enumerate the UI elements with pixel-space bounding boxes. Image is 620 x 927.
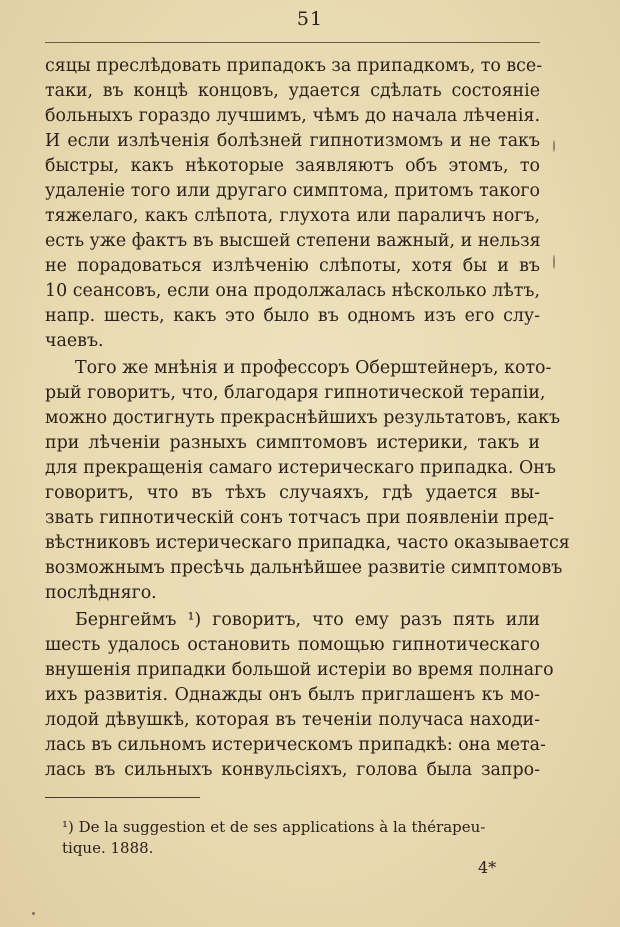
- text-line: таки, въ концѣ концовъ, удается сдѣлать состояніе: [45, 81, 540, 101]
- text-line: для прекращенія самаго истерическаго припадка. Онъ: [45, 458, 556, 478]
- text-line: можно достигнуть прекраснѣйшихъ результатовъ, какъ: [45, 408, 561, 428]
- text-line: есть уже фактъ въ высшей степени важный, и нельзя: [45, 231, 541, 251]
- text-line: возможнымъ пресѣчь дальнѣйшее развитіе симптомовъ: [45, 558, 563, 578]
- header-rule: [45, 42, 540, 43]
- text-line: удаленіе того или другаго симптома, притомъ такого: [45, 181, 540, 201]
- text-line: послѣдняго.: [45, 583, 157, 603]
- footnote-rule: [45, 797, 200, 798]
- text-line: звать гипнотическій сонъ тотчасъ при появленіи пред-: [45, 508, 555, 528]
- text-line: И если излѣченія болѣзней гипнотизмомъ и не такъ: [45, 131, 540, 151]
- text-line: ихъ развитія. Однажды онъ былъ приглашенъ къ мо-: [45, 685, 540, 705]
- footnote-line: ¹) De la suggestion et de ses applications à la thérapeu-: [62, 818, 486, 836]
- text-line: тяжелаго, какъ слѣпота, глухота или параличъ ногъ,: [45, 206, 540, 226]
- text-line: Того же мнѣнія и профессоръ Оберштейнеръ, кото-: [75, 358, 552, 378]
- text-line: сяцы преслѣдовать припадокъ за припадкомъ, то все-: [45, 56, 543, 76]
- text-line: быстры, какъ нѣкоторые заявляютъ объ этомъ, то: [45, 156, 540, 176]
- signature-mark: 4*: [478, 858, 497, 877]
- text-line: рый говоритъ, что, благодаря гипнотической терапіи,: [45, 383, 546, 403]
- text-line: не порадоваться излѣченію слѣпоты, хотя бы и въ: [45, 256, 540, 276]
- text-line: чаевъ.: [45, 331, 104, 351]
- text-line: больныхъ гораздо лучшимъ, чѣмъ до начала лѣченія.: [45, 106, 540, 126]
- text-line: лась въ сильныхъ конвульсіяхъ, голова была запро-: [45, 760, 540, 780]
- text-line: говоритъ, что въ тѣхъ случаяхъ, гдѣ удается вы-: [45, 483, 540, 503]
- paper-speck: [553, 255, 555, 269]
- paper-speck: [553, 140, 555, 152]
- text-line: 10 сеансовъ, если она продолжалась нѣсколько лѣтъ,: [45, 281, 540, 301]
- text-line: при лѣченіи разныхъ симптомовъ истерики, такъ и: [45, 433, 540, 453]
- footnote-line: tique. 1888.: [62, 839, 154, 857]
- paper-speck: [32, 912, 35, 915]
- text-line: шесть удалось остановить помощью гипнотическаго: [45, 635, 540, 655]
- page-number: 51: [296, 8, 324, 30]
- text-line: Бернгеймъ ¹) говоритъ, что ему разъ пять или: [75, 610, 540, 630]
- text-line: лодой дѣвушкѣ, которая въ теченіи получаса находи-: [45, 710, 540, 730]
- text-line: лась въ сильномъ истерическомъ припадкѣ: она мета-: [45, 735, 546, 755]
- text-line: напр. шесть, какъ это было въ одномъ изъ его слу-: [45, 306, 540, 326]
- text-line: вѣстниковъ истерическаго припадка, часто оказывается: [45, 533, 570, 553]
- text-line: внушенія припадки большой истеріи во время полнаго: [45, 660, 554, 680]
